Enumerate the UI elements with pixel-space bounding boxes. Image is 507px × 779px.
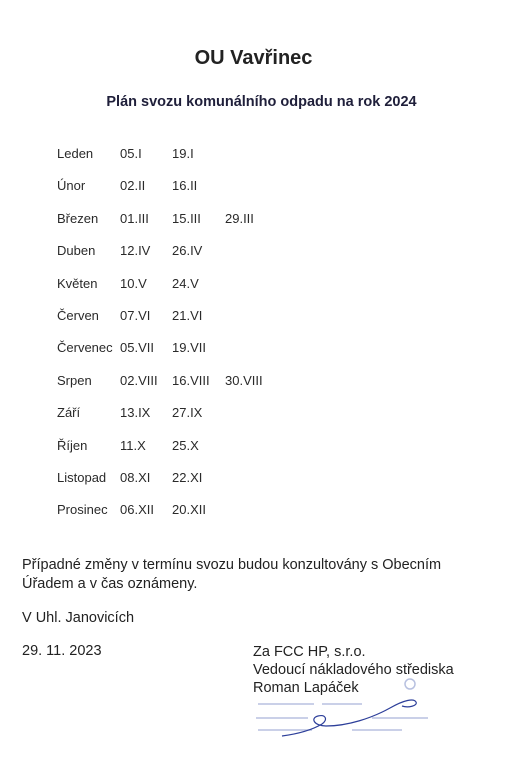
collection-date: 16.VIII (172, 372, 210, 388)
collection-date: 19.VII (172, 340, 206, 356)
collection-date: 26.IV (172, 243, 203, 259)
month-label: Prosinec (57, 502, 108, 518)
collection-date: 01.III (120, 210, 149, 226)
company-stamp-with-signature (252, 678, 472, 740)
collection-date: 20.XII (172, 502, 206, 518)
month-label: Červen (57, 307, 99, 323)
collection-date: 05.VII (120, 340, 154, 356)
month-label: Leden (57, 146, 94, 161)
month-label: Květen (57, 275, 98, 291)
collection-date: 02.VIII (120, 372, 158, 388)
month-label: Březen (57, 210, 99, 226)
collection-date: 21.VI (172, 307, 203, 323)
collection-date: 11.X (120, 437, 146, 453)
month-label: Duben (57, 243, 96, 259)
collection-date: 08.XI (120, 469, 151, 485)
month-label: Září (57, 405, 81, 421)
collection-date: 22.XI (172, 469, 203, 485)
issue-date: 29. 11. 2023 (22, 643, 102, 659)
month-label: Listopad (57, 469, 107, 485)
collection-date: 15.III (172, 210, 201, 226)
collection-date: 06.XII (120, 502, 154, 518)
collection-date: 10.V (120, 275, 147, 291)
collection-date: 19.I (172, 146, 194, 161)
collection-date: 07.VI (120, 307, 151, 323)
document-title: OU Vavřinec (194, 47, 313, 69)
month-label: Říjen (57, 437, 88, 453)
month-label: Únor (57, 178, 86, 194)
collection-date: 12.IV (120, 243, 151, 259)
collection-date: 13.IX (120, 405, 151, 421)
signatory-name: Roman Lapáček (253, 680, 359, 696)
company-line: Za FCC HP, s.r.o. (253, 644, 366, 660)
collection-date: 05.I (120, 146, 142, 161)
collection-date: 02.II (120, 178, 146, 194)
issue-place: V Uhl. Janovicích (22, 610, 135, 626)
collection-date: 30.VIII (225, 372, 263, 388)
position-line: Vedoucí nákladového střediska (253, 662, 454, 678)
month-label: Srpen (57, 372, 92, 388)
collection-date: 25.X (172, 437, 199, 453)
month-label: Červenec (57, 340, 113, 356)
document-subtitle: Plán svozu komunálního odpadu na rok 2024 (106, 94, 417, 110)
collection-date: 24.V (172, 275, 199, 291)
collection-date: 16.II (172, 178, 198, 194)
change-notice: Případné změny v termínu svozu budou konzultovány s Obecním Úřadem a v čas oznámeny. (22, 557, 442, 592)
collection-date: 29.III (225, 210, 254, 226)
collection-date: 27.IX (172, 405, 203, 421)
stamp-icon (256, 679, 428, 730)
